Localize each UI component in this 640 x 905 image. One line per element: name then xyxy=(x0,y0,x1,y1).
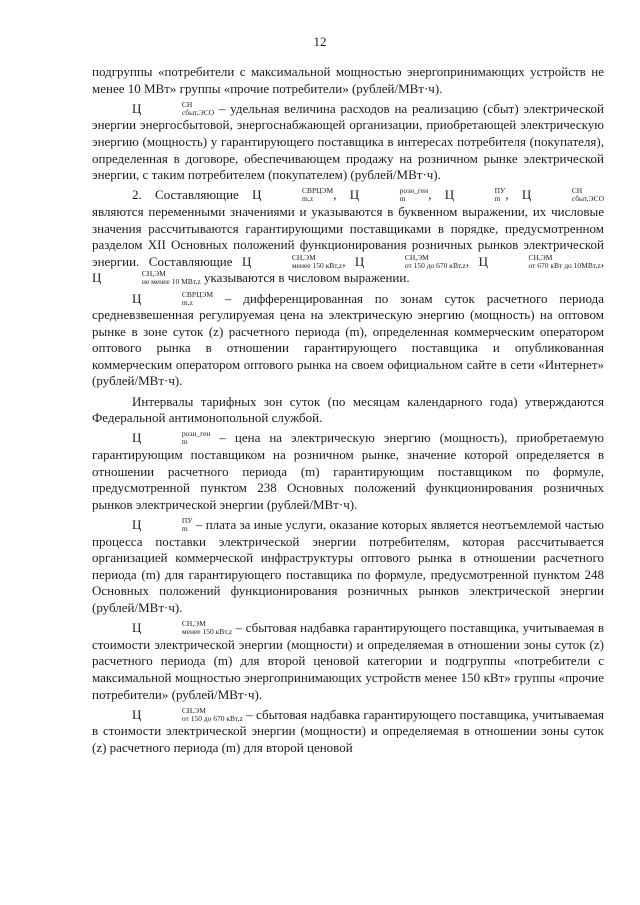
paragraph-def-rozn-gen: Ц розн_ген m – цена на электрическую энергию (мощность), приобретаемую гарантирующим поставщиком на розничном рынке, значение которой определяется в отношении расчетного периода (m) гарантирующим поставщиком по формуле, предусмотренной пунктом 238 Основных положений функционирования розничных рынков электрической энергии (рублей/МВт·ч). xyxy=(92,429,604,512)
paragraph-tariff-zones: Интервалы тарифных зон суток (по месяцам календарного года) утверждаются Федеральной антимонопольной службой. xyxy=(92,393,604,426)
symbol-ts-rozn-gen-def: Ц розн_ген m xyxy=(132,429,211,447)
paragraph-def-sn-150-670: Ц СН,ЭМ от 150 до 670 кВт,z – сбытовая надбавка гарантирующего поставщика, учитываемая в стоимости электрической энергии (мощности) и определяемая в отношении зоны суток (z) расчетного периода (m) для второй ценовой xyxy=(92,705,604,755)
paragraph-components: 2. Составляющие Ц СВРЦЭМ m,z , Ц розн_ген m , Ц ПУ m , Ц СН сбыт,ЭСО являются переменными значениями и указываются в буквенном выражении, их числовые значения рассчитываются гарантирующими поставщиками в порядке, предусмотренном разделом XII Основных положений функционирования розничных рынков электрической энергии. Составляющие Ц СН,ЭМ менее 150 кВт,z , Ц СН,ЭМ от 150 до 670 кВт,z , Ц СН,ЭМ от 670 кВт до 10МВт,z , Ц СН,ЭМ не менее 10 МВт,z указываются в числовом выражении. xyxy=(92,186,605,287)
symbol-ts-sn-670-10: Ц СН,ЭМ от 670 кВт до 10МВт,z xyxy=(478,252,601,270)
symbol-ts-sn-150-670: Ц СН,ЭМ от 150 до 670 кВт,z xyxy=(354,252,466,270)
symbol-ts-pu-def: Ц ПУ m xyxy=(132,516,193,533)
paragraph-def-svrcem: Ц СВРЦЭМ m,z – дифференцированная по зонам суток расчетного периода средневзвешенная регулируемая цена на электрическую энергию (мощность) на оптовом рынке в зоне суток (z) расчетного периода (m), определенная коммерческим оператором оптового рынка в отношении гарантирующего поставщика и опубликованная коммерческим оператором оптового рынка на своем официальном сайте в сети «Интернет» (рублей/МВт·ч). xyxy=(92,289,604,389)
document-body xyxy=(92,64,604,760)
paragraph-def-pu: Ц ПУ m – плата за иные услуги, оказание которых является неотъемлемой частью процесса поставки электрической энергии потребителям, которая рассчитывается организацией коммерческой инфраструктуры оптового рынка в отношении расчетного периода (m) для гарантирующего поставщика по формуле, предусмотренной пунктом 248 Основных положений функционирования розничных рынков электрической энергии (рублей/МВт·ч). xyxy=(92,516,604,615)
symbol-ts-sn-less150-def: Ц СН,ЭМ менее 150 кВт,z xyxy=(132,619,233,637)
symbol-ts-pu: Ц ПУ m xyxy=(444,186,506,204)
symbol-ts-sbyt-eso: Ц СН сбыт,ЭСО xyxy=(132,99,215,117)
symbol-ts-sbyt-eso-2: Ц СН сбыт,ЭСО xyxy=(521,186,605,204)
paragraph-def-sbyt-eso: Ц СН сбыт,ЭСО – удельная величина расходов на реализацию (сбыт) электрической энергии энергосбытовой, энергоснабжающей организации, приобретающей электрическую энергию (мощность) у гарантирующего поставщика в интересах потребителя (покупателя), определенная в договоре, обеспечивающем продажу на розничном рынке электрической энергии, с таким потребителем (покупателем) (рублей/МВт·ч). xyxy=(92,99,604,183)
symbol-ts-sn-150-670-def: Ц СН,ЭМ от 150 до 670 кВт,z xyxy=(132,705,243,723)
symbol-ts-sn-10plus: Ц СН,ЭМ не менее 10 МВт,z xyxy=(92,269,201,287)
symbol-ts-sn-less150: Ц СН,ЭМ менее 150 кВт,z xyxy=(242,252,343,270)
paragraph-def-sn-less150: Ц СН,ЭМ менее 150 кВт,z – сбытовая надбавка гарантирующего поставщика, учитываемая в стоимости электрической энергии (мощности) и определяемая в отношении зоны суток (z) расчетного периода (m) для второй ценовой категории и подгруппы «потребители с максимальной мощностью энергопринимающих устройств менее 150 кВт» группы «прочие потребители» (рублей/МВт·ч). xyxy=(92,619,604,702)
symbol-ts-svrcem-def: Ц СВРЦЭМ m,z xyxy=(132,289,214,307)
symbol-ts-rozn-gen: Ц розн_ген m xyxy=(349,186,429,204)
paragraph-continuation: подгруппы «потребители с максимальной мощностью энергопринимающих устройств не менее 10 МВт» группы «прочие потребители» (рублей/МВт·ч). xyxy=(92,64,604,96)
page-number: 12 xyxy=(313,34,327,49)
symbol-ts-svrcem: Ц СВРЦЭМ m,z xyxy=(252,186,334,204)
